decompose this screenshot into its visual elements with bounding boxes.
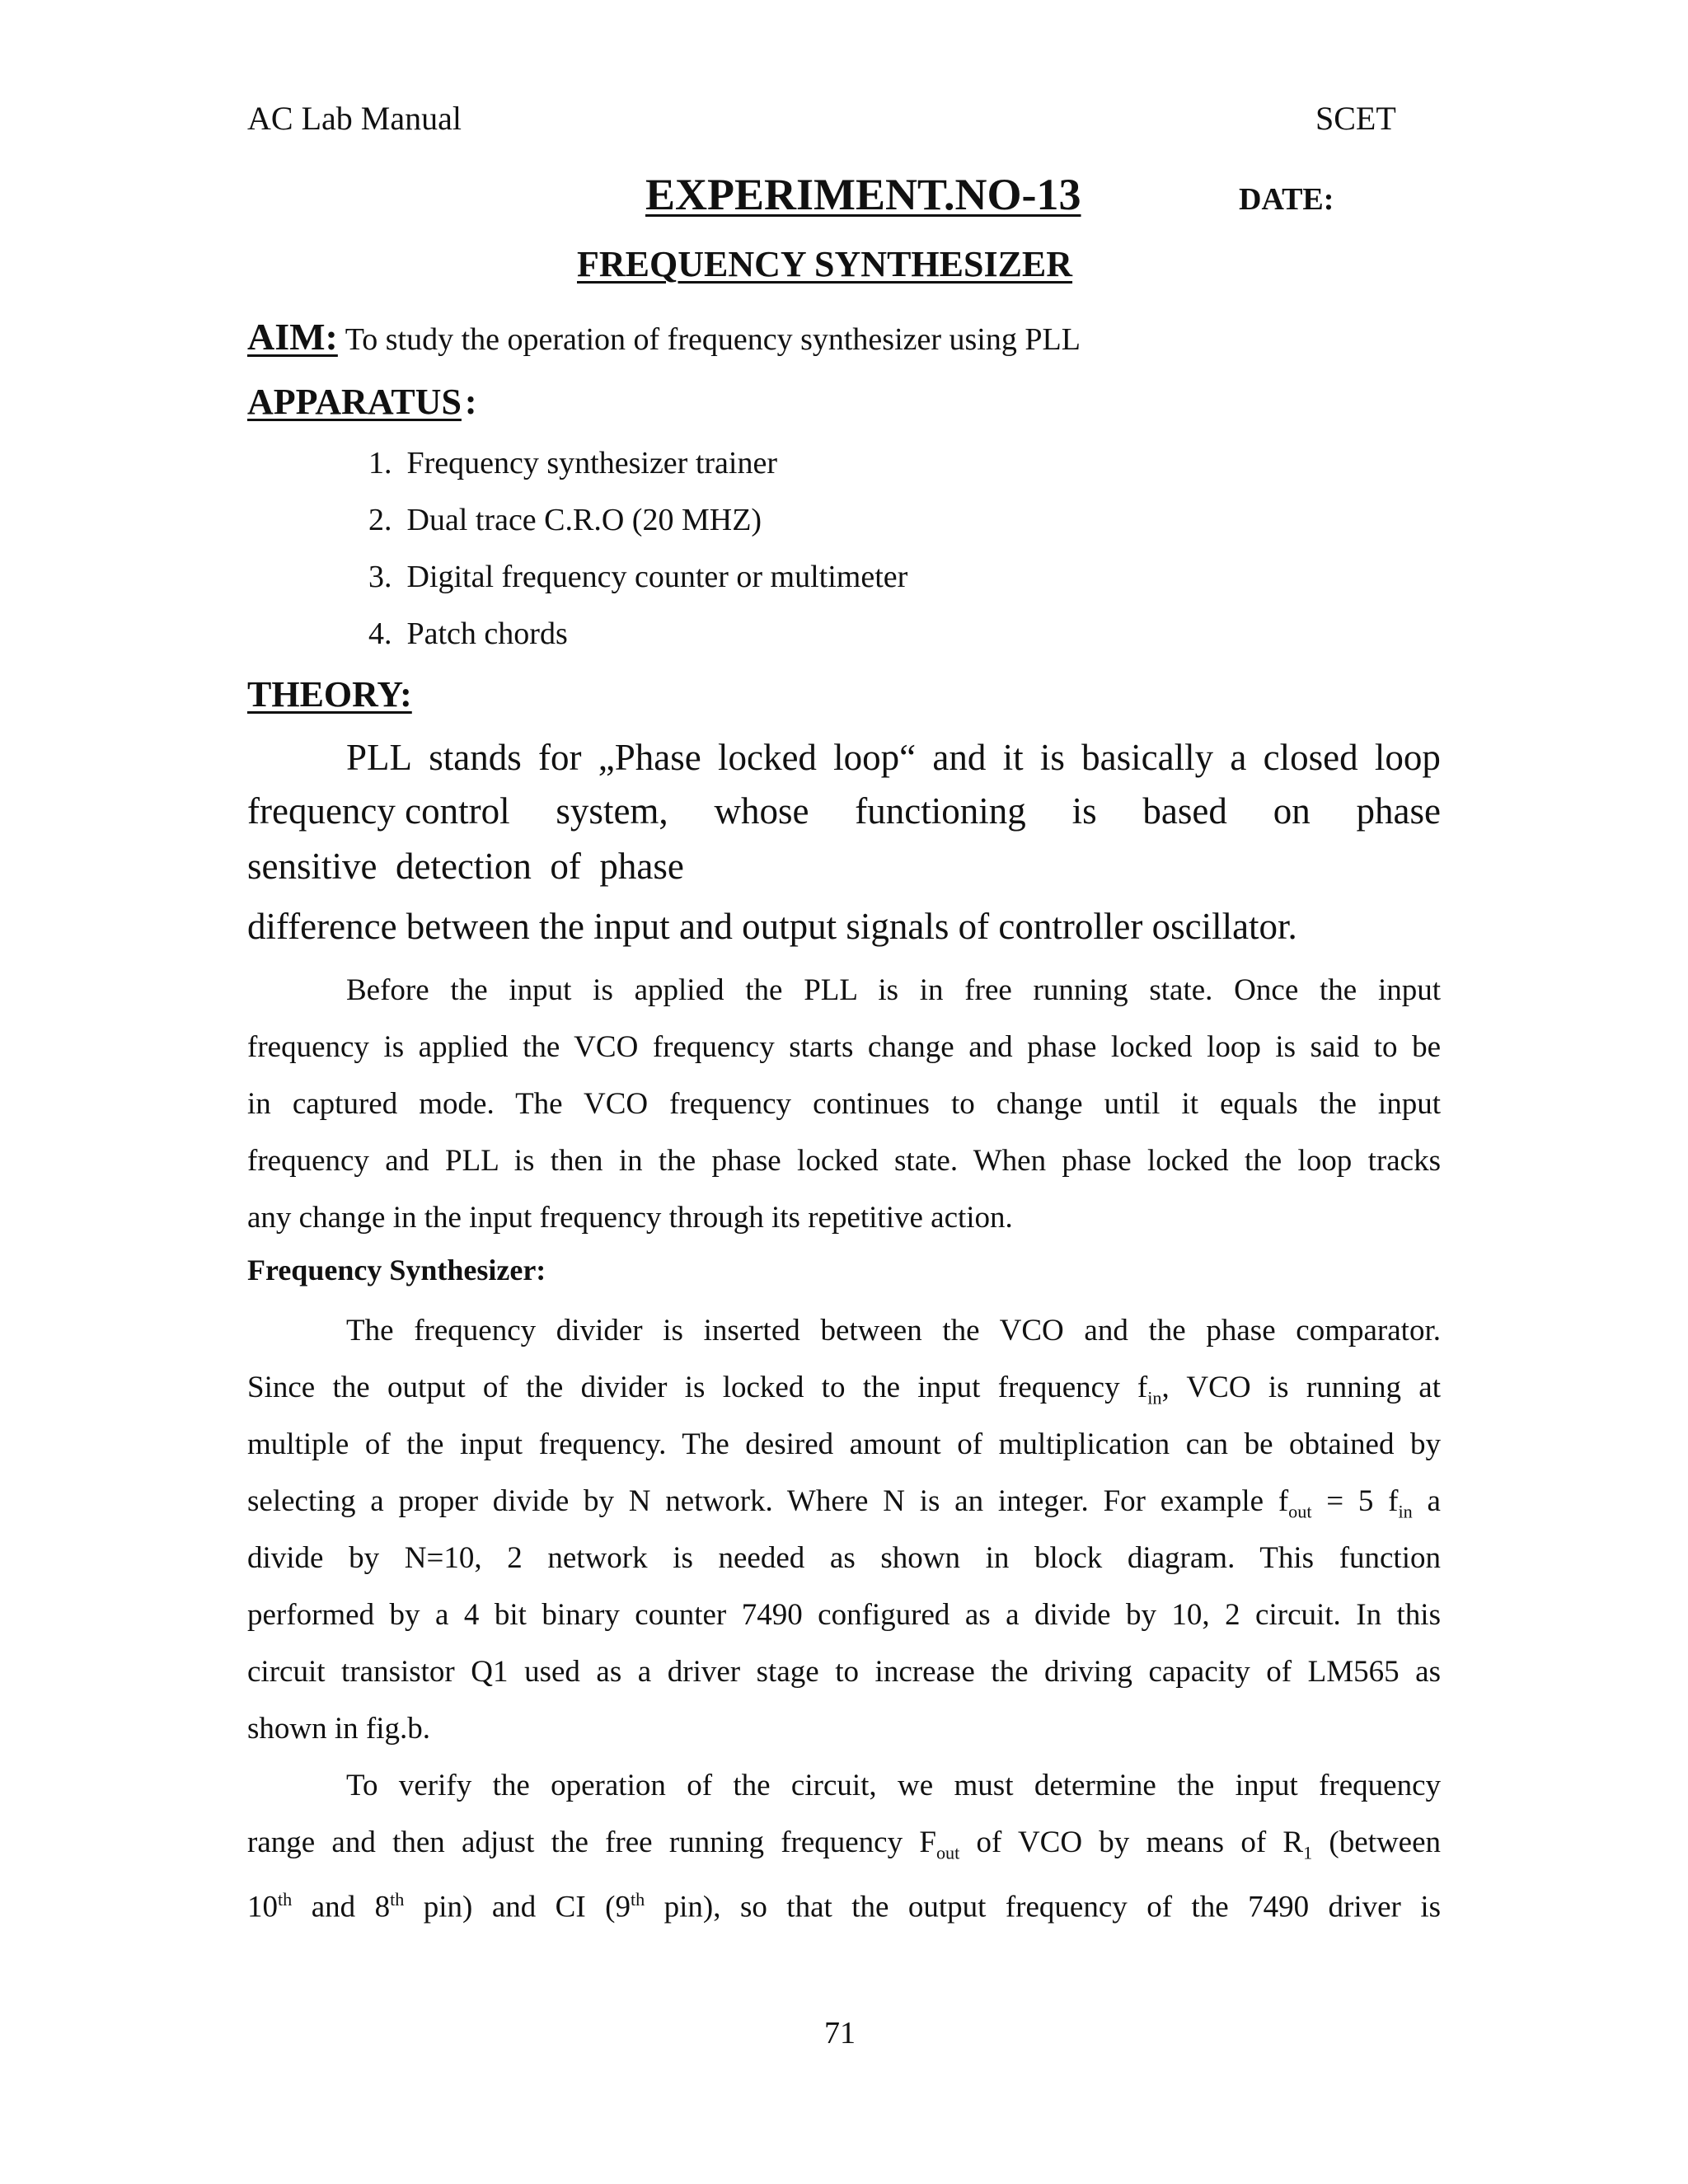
word: PLL	[346, 737, 413, 778]
word: is	[1071, 790, 1097, 832]
apparatus-label: APPARATUS	[247, 382, 462, 422]
apparatus-colon: :	[464, 382, 477, 422]
subscript: in	[1147, 1387, 1162, 1408]
subscript: in	[1398, 1501, 1413, 1522]
line-text	[247, 1370, 1441, 1427]
text-line	[247, 1370, 1441, 1427]
aim-row	[247, 315, 1081, 359]
line-text: Before the input is applied the PLL is in free running state. Once the input	[346, 973, 1441, 1007]
theory-line-4: difference between the input and output signals of controller oscillator.	[247, 906, 1297, 947]
text-run: 10	[247, 1890, 278, 1924]
text-line	[247, 1483, 1441, 1540]
list-number: 1.	[368, 446, 392, 480]
text-line	[247, 1427, 1441, 1483]
word: system,	[556, 790, 668, 832]
word: on	[1273, 790, 1311, 832]
theory-line-1	[247, 736, 1441, 779]
word: loop“	[833, 737, 917, 778]
header-left: AC Lab Manual	[247, 100, 462, 137]
synthesizer-heading: Frequency Synthesizer:	[247, 1254, 546, 1286]
list-item	[368, 445, 907, 502]
page-number: 71	[824, 2016, 856, 2050]
list-item	[368, 559, 907, 616]
line-text: The frequency divider is inserted between the VCO and the phase comparator.	[346, 1314, 1441, 1347]
list-number: 2.	[368, 503, 392, 537]
list-text: Patch chords	[406, 616, 568, 651]
text-run: range and then adjust the free running frequency F	[247, 1825, 936, 1859]
theory-line-2	[247, 790, 1441, 832]
subscript: out	[1288, 1501, 1312, 1522]
line-text	[247, 1882, 1441, 1938]
list-text: Frequency synthesizer trainer	[406, 446, 777, 480]
word: closed	[1263, 737, 1358, 778]
line-text	[247, 1825, 1441, 1882]
word: loop	[1374, 737, 1441, 778]
text-line	[247, 1768, 1441, 1825]
text-line	[247, 1540, 1441, 1597]
apparatus-heading	[247, 381, 477, 423]
theory-line-3: sensitive detection of phase	[247, 846, 684, 887]
text-line	[247, 1882, 1441, 1938]
word: „Phase	[598, 737, 701, 778]
line-text	[247, 1483, 1441, 1540]
text-run: selecting a proper divide by N network. Where N is an integer. For example f	[247, 1484, 1289, 1518]
word: basically	[1081, 737, 1214, 778]
text-line	[247, 1825, 1441, 1882]
text-line	[247, 1200, 1441, 1257]
theory-paragraph-2	[247, 972, 1441, 1257]
word: frequency control	[247, 790, 510, 832]
theory-label: THEORY:	[247, 674, 412, 715]
text-run: , VCO is running at	[1161, 1371, 1441, 1404]
line-text: in captured mode. The VCO frequency continues to change until it equals the input	[247, 1087, 1441, 1121]
line-text: any change in the input frequency through its repetitive action.	[247, 1201, 1013, 1235]
subscript: out	[935, 1842, 960, 1863]
text-line	[247, 1313, 1441, 1370]
word: is	[1039, 737, 1065, 778]
word: locked	[717, 737, 817, 778]
superscript: th	[630, 1889, 645, 1910]
word: phase	[1356, 790, 1441, 832]
line-text: frequency is applied the VCO frequency starts change and phase locked loop is said to be	[247, 1030, 1441, 1064]
text-run: = 5 f	[1311, 1484, 1399, 1518]
text-line	[247, 1029, 1441, 1086]
text-run: and 8	[292, 1890, 391, 1924]
line-text: To verify the operation of the circuit, we must determine the input frequency	[346, 1769, 1441, 1802]
line-text: multiple of the input frequency. The desired amount of multiplication can be obtained by	[247, 1427, 1441, 1461]
word: for	[538, 737, 582, 778]
text-run: Since the output of the divider is locked to the input frequency f	[247, 1371, 1148, 1404]
subject-title: FREQUENCY SYNTHESIZER	[577, 244, 1073, 284]
text-run: of VCO by means of R	[959, 1825, 1304, 1859]
word: functioning	[855, 790, 1026, 832]
word: and	[932, 737, 987, 778]
word: based	[1142, 790, 1227, 832]
word: it	[1002, 737, 1024, 778]
text-line	[247, 1597, 1441, 1654]
superscript: th	[278, 1889, 293, 1910]
list-number: 4.	[368, 616, 392, 651]
word: whose	[714, 790, 809, 832]
header-right: SCET	[1315, 100, 1396, 137]
line-text: shown in fig.b.	[247, 1712, 430, 1746]
apparatus-list	[368, 445, 907, 673]
line-text: circuit transistor Q1 used as a driver stage to increase the driving capacity of LM565 as	[247, 1655, 1441, 1689]
text-line	[247, 1143, 1441, 1200]
word: a	[1230, 737, 1247, 778]
text-run: pin), so that the output frequency of the 7490 driver is	[645, 1890, 1441, 1924]
text-line	[247, 972, 1441, 1029]
text-line	[247, 1086, 1441, 1143]
list-item	[368, 502, 907, 559]
text-run: a	[1412, 1484, 1441, 1518]
experiment-title: EXPERIMENT.NO-13	[645, 170, 1081, 219]
text-line	[247, 1654, 1441, 1711]
list-item	[368, 616, 907, 673]
subscript: 1	[1303, 1842, 1313, 1863]
text-line	[247, 1711, 1441, 1768]
text-run: pin) and CI (9	[404, 1890, 631, 1924]
date-label: DATE:	[1239, 182, 1334, 217]
text-run: (between	[1312, 1825, 1442, 1859]
line-text: performed by a 4 bit binary counter 7490 configured as a divide by 10, 2 circuit. In this	[247, 1598, 1441, 1632]
line-text: divide by N=10, 2 network is needed as shown in block diagram. This function	[247, 1541, 1441, 1575]
list-text: Digital frequency counter or multimeter	[406, 560, 908, 594]
line-text: frequency and PLL is then in the phase locked state. When phase locked the loop tracks	[247, 1144, 1441, 1178]
list-text: Dual trace C.R.O (20 MHZ)	[406, 503, 762, 537]
aim-label: AIM:	[247, 316, 338, 358]
synthesizer-paragraph	[247, 1313, 1441, 1938]
aim-text: To study the operation of frequency synthesizer using PLL	[345, 322, 1081, 357]
list-number: 3.	[368, 560, 392, 594]
word: stands	[429, 737, 522, 778]
superscript: th	[390, 1889, 405, 1910]
